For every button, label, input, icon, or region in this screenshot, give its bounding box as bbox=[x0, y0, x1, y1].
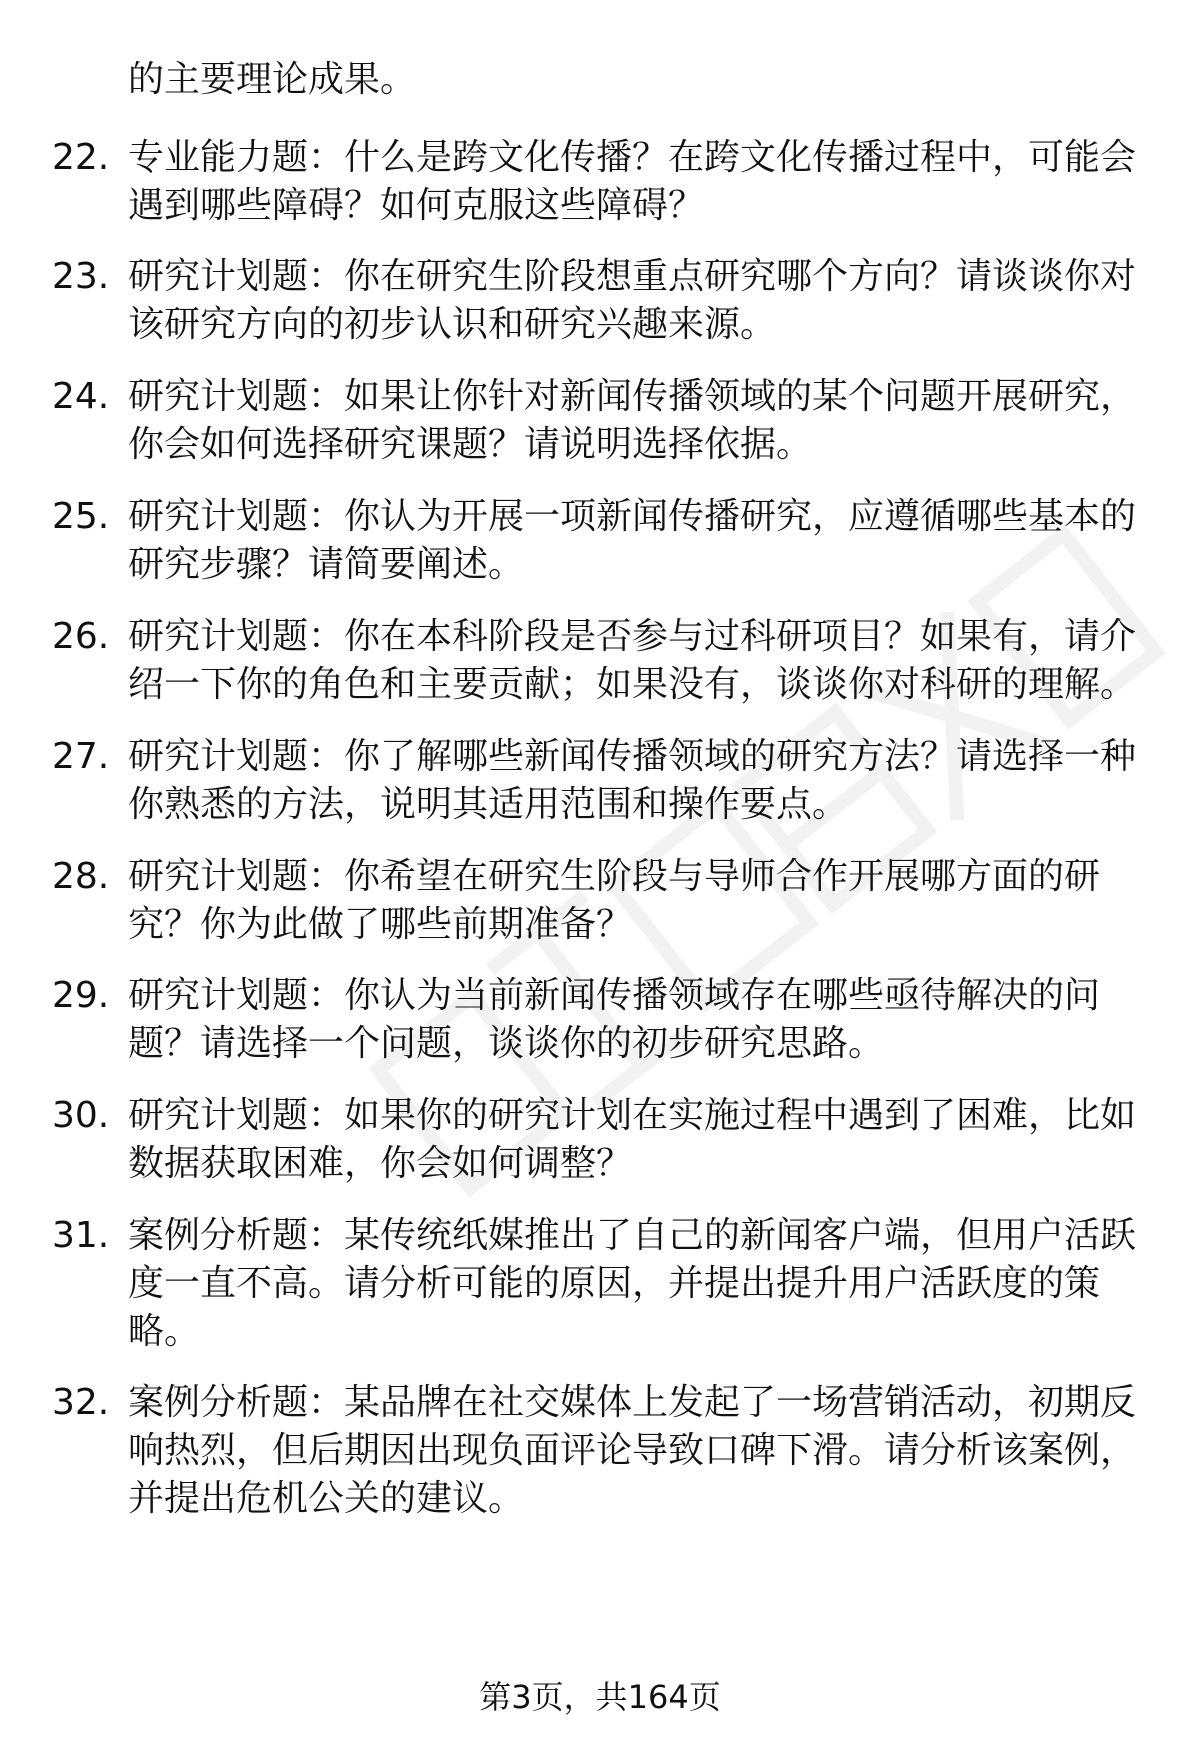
question-text-line: 研究计划题：你在本科阶段是否参与过科研项目？如果有，请介 bbox=[128, 616, 1137, 657]
question-number: 29. bbox=[52, 975, 110, 1016]
question-number: 32. bbox=[52, 1382, 110, 1423]
question-number: 23. bbox=[52, 256, 110, 297]
question-number: 31. bbox=[52, 1215, 110, 1256]
question-number: 26. bbox=[52, 616, 110, 657]
question-text-line: 数据获取困难，你会如何调整？ bbox=[128, 1143, 633, 1184]
question-text-line: 并提出危机公关的建议。 bbox=[128, 1478, 525, 1519]
question-text-line: 遇到哪些障碍？如何克服这些障碍？ bbox=[128, 185, 705, 226]
question-text-line: 专业能力题：什么是跨文化传播？在跨文化传播过程中，可能会 bbox=[128, 137, 1137, 178]
question-number: 22. bbox=[52, 137, 110, 178]
question-text-line: 究？你为此做了哪些前期准备？ bbox=[128, 904, 633, 945]
question-text-line: 度一直不高。请分析可能的原因，并提出提升用户活跃度的策 bbox=[128, 1263, 1101, 1304]
question-number: 30. bbox=[52, 1095, 110, 1136]
question-text-line: 研究步骤？请简要阐述。 bbox=[128, 544, 525, 585]
question-text-line: 研究计划题：你了解哪些新闻传播领域的研究方法？请选择一种 bbox=[128, 736, 1137, 777]
question-text-line: 研究计划题：你认为开展一项新闻传播研究，应遵循哪些基本的 bbox=[128, 496, 1137, 537]
question-number: 27. bbox=[52, 736, 110, 777]
continuation-text: 的主要理论成果。 bbox=[128, 59, 417, 100]
question-text-line: 题？请选择一个问题，谈谈你的初步研究思路。 bbox=[128, 1023, 885, 1064]
question-text-line: 略。 bbox=[128, 1311, 201, 1352]
question-text-line: 研究计划题：如果让你针对新闻传播领域的某个问题开展研究， bbox=[128, 376, 1137, 417]
question-number: 25. bbox=[52, 496, 110, 537]
question-text-line: 响热烈，但后期因出现负面评论导致口碑下滑。请分析该案例， bbox=[128, 1430, 1137, 1471]
question-number: 28. bbox=[52, 856, 110, 897]
question-text-line: 研究计划题：你在研究生阶段想重点研究哪个方向？请谈谈你对 bbox=[128, 256, 1137, 297]
question-text-line: 案例分析题：某品牌在社交媒体上发起了一场营销活动，初期反 bbox=[128, 1382, 1137, 1423]
question-text-line: 案例分析题：某传统纸媒推出了自己的新闻客户端，但用户活跃 bbox=[128, 1215, 1137, 1256]
question-text-line: 你会如何选择研究课题？请说明选择依据。 bbox=[128, 424, 813, 465]
question-number: 24. bbox=[52, 376, 110, 417]
question-text-line: 研究计划题：你希望在研究生阶段与导师合作开展哪方面的研 bbox=[128, 856, 1101, 897]
question-text-line: 该研究方向的初步认识和研究兴趣来源。 bbox=[128, 304, 777, 345]
page-number-footer: 第3页，共164页 bbox=[479, 1678, 721, 1716]
question-text-line: 研究计划题：你认为当前新闻传播领域存在哪些亟待解决的问 bbox=[128, 975, 1101, 1016]
question-text-line: 研究计划题：如果你的研究计划在实施过程中遇到了困难，比如 bbox=[128, 1095, 1137, 1136]
question-text-line: 你熟悉的方法，说明其适用范围和操作要点。 bbox=[128, 784, 849, 825]
question-text-line: 绍一下你的角色和主要贡献；如果没有，谈谈你对科研的理解。 bbox=[128, 664, 1137, 705]
